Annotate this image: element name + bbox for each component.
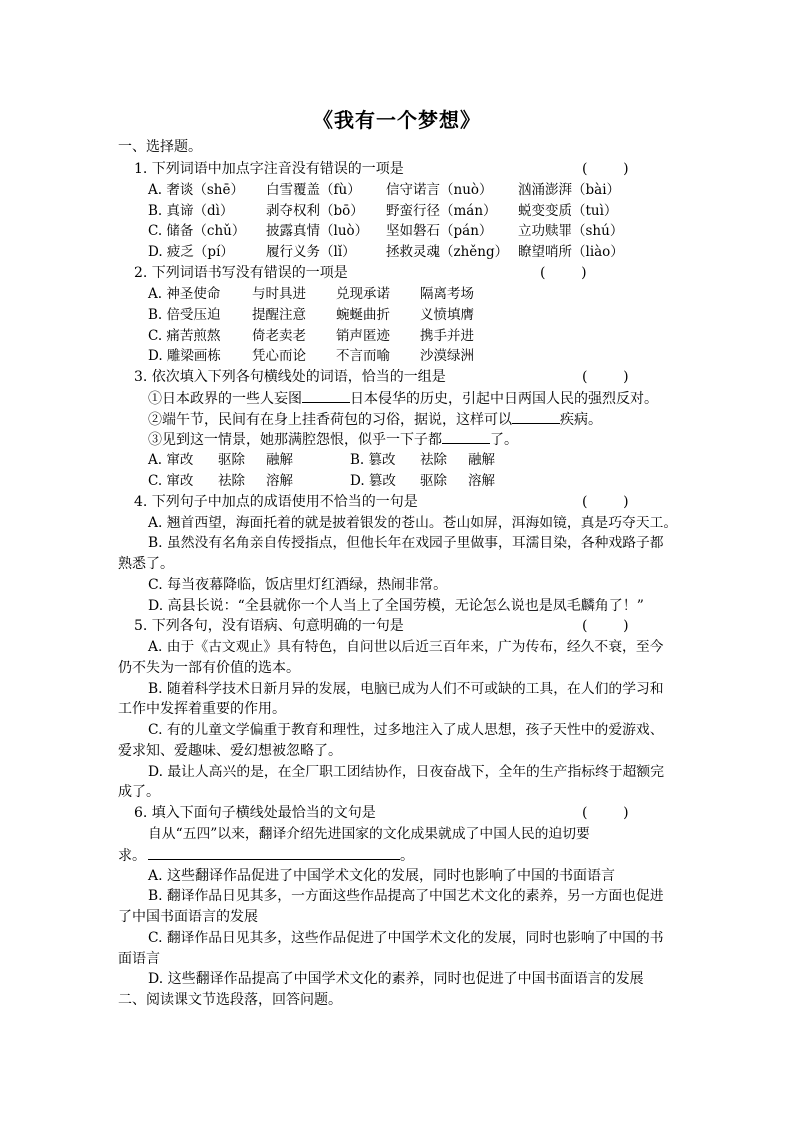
q3-sentence-3 <box>148 429 518 450</box>
q3-stem: 3. 依次填入下列各句横线处的词语，恰当的一组是 <box>134 369 446 385</box>
q3-sentence-3-end: 了。 <box>490 432 518 448</box>
q3-sentence-2-end: 疾病。 <box>560 412 602 428</box>
q3-option-a-1: A. 窜改 <box>148 452 194 468</box>
q4-option-b-line-2: 熟悉了。 <box>118 556 174 572</box>
q4-answer-paren: ( ) <box>582 494 629 510</box>
q3-option-d-3: 溶解 <box>468 473 495 489</box>
q4-option-b-line-1: B. 虽然没有名角亲自传授指点，但他长年在戏园子里做事，耳濡目染，各种戏路子都 <box>148 535 664 551</box>
q1-option-c-1: C. 储备（chǔ） <box>148 223 246 239</box>
q1-option-d-4: 瞭望哨所（liào） <box>518 244 624 260</box>
q2-option-c-2: 倚老卖老 <box>252 328 306 344</box>
q6-blank <box>148 845 400 860</box>
page-title: 《我有一个梦想》 <box>313 108 481 132</box>
q4-option-c: C. 每当夜幕降临，饭店里灯红酒绿，热闹非常。 <box>148 577 448 593</box>
q2-option-b-1: B. 倍受压迫 <box>148 307 221 323</box>
q2-option-d-1: D. 雕梁画栋 <box>148 348 221 364</box>
q3-answer-paren: ( ) <box>582 369 629 385</box>
q3-option-b-1: B. 篡改 <box>350 452 396 468</box>
q1-option-b-3: 野蛮行径（mán） <box>386 203 497 219</box>
q1-option-b-4: 蜕变变质（tuì） <box>518 203 618 219</box>
q4-stem: 4. 下列句子中加点的成语使用不恰当的一句是 <box>134 494 418 510</box>
q2-option-c-4: 携手并进 <box>420 328 474 344</box>
q4-option-a: A. 翘首西望，海面托着的就是披着银发的苍山。苍山如屏，洱海如镜，真是巧夺天工。 <box>148 515 678 531</box>
q5-stem: 5. 下列各句，没有语病、句意明确的一句是 <box>134 618 404 634</box>
q3-option-a-2: 驱除 <box>218 452 245 468</box>
q6-stem: 6. 填入下面句子横线处最恰当的文句是 <box>134 805 376 821</box>
q2-answer-paren: ( ) <box>540 265 587 281</box>
q2-option-c-1: C. 痛苦煎熬 <box>148 328 221 344</box>
q1-option-c-3: 坚如磐石（pán） <box>386 223 493 239</box>
q6-answer-paren: ( ) <box>582 805 629 821</box>
q1-option-d-2: 履行义务（lǐ） <box>266 244 356 260</box>
q5-answer-paren: ( ) <box>582 618 629 634</box>
q3-blank-3 <box>442 429 490 444</box>
q1-option-c-4: 立功赎罪（shú） <box>518 223 624 239</box>
q3-sentence-1-end: 日本侵华的历史，引起中日两国人民的强烈反对。 <box>350 391 658 407</box>
q1-answer-paren: ( ) <box>582 161 629 177</box>
q5-option-c-line-2: 爱求知、爱趣味、爱幻想被忽略了。 <box>118 743 342 759</box>
q6-passage-end: 。 <box>400 848 414 864</box>
q3-sentence-2-start: ②端午节，民间有在身上挂香荷包的习俗，据说，这样可以 <box>148 412 512 428</box>
q1-option-a-2: 白雪覆盖（fù） <box>266 182 361 198</box>
q5-option-d-line-2: 成了。 <box>118 784 160 800</box>
q2-option-d-2: 凭心而论 <box>252 348 306 364</box>
q1-option-a-1: A. 奢谈（shē） <box>148 182 244 198</box>
q3-sentence-1-start: ①日本政界的一些人妄图 <box>148 391 302 407</box>
q6-option-a: A. 这些翻译作品促进了中国学术文化的发展，同时也影响了中国的书面语言 <box>148 868 616 884</box>
q1-option-c-2: 披露真情（luò） <box>266 223 369 239</box>
q5-option-a-line-2: 仍不失为一部有价值的选本。 <box>118 660 300 676</box>
q2-option-b-4: 义愤填膺 <box>420 307 474 323</box>
q3-option-a-3: 融解 <box>266 452 293 468</box>
q3-blank-2 <box>512 409 560 424</box>
q6-option-d: D. 这些翻译作品提高了中国学术文化的素养，同时也促进了中国书面语言的发展 <box>148 971 644 987</box>
q3-blank-1 <box>302 388 350 403</box>
q5-option-b-line-1: B. 随着科学技术日新月异的发展，电脑已成为人们不可或缺的工具，在人们的学习和 <box>148 681 664 697</box>
q3-sentence-3-start: ③见到这一情景，她那满腔怨恨，似乎一下子都 <box>148 432 442 448</box>
q5-option-d-line-1: D. 最让人高兴的是，在全厂职工团结协作，日夜奋战下，全年的生产指标终于超额完 <box>148 764 665 780</box>
q1-option-d-1: D. 疲乏（pí） <box>148 244 234 260</box>
q1-option-a-3: 信守诺言（nuò） <box>386 182 493 198</box>
q6-passage-line-1: 自从“五四”以来，翻译介绍先进国家的文化成果就成了中国人民的迫切要 <box>148 826 590 842</box>
q2-stem: 2. 下列词语书写没有错误的一项是 <box>134 265 348 281</box>
q1-stem: 1. 下列词语中加点字注音没有错误的一项是 <box>134 161 404 177</box>
q6-option-c-line-1: C. 翻译作品日见其多，这些作品促进了中国学术文化的发展，同时也影响了中国的书 <box>148 930 664 946</box>
q3-option-b-3: 融解 <box>468 452 495 468</box>
q2-option-a-3: 兑现承诺 <box>336 286 390 302</box>
q5-option-a-line-1: A. 由于《古文观止》具有特色，自问世以后近三百年来，广为传布，经久不衰，至今 <box>148 639 664 655</box>
q2-option-d-3: 不言而喻 <box>336 348 390 364</box>
q2-option-b-3: 蜿蜒曲折 <box>336 307 390 323</box>
q4-option-d: D. 高县长说：“全县就你一个人当上了全国劳模，无论怎么说也是凤毛麟角了！” <box>148 598 644 614</box>
q6-option-b-line-1: B. 翻译作品日见其多，一方面这些作品提高了中国艺术文化的素养，另一方面也促进 <box>148 888 664 904</box>
q3-option-c-2: 祛除 <box>218 473 245 489</box>
section-heading-1: 一、选择题。 <box>118 139 202 155</box>
q3-sentence-1 <box>148 388 658 409</box>
q6-passage-start: 求。 <box>118 848 146 864</box>
q2-option-d-4: 沙漠绿洲 <box>420 348 474 364</box>
q6-option-b-line-2: 了中国书面语言的发展 <box>118 909 258 925</box>
q5-option-b-line-2: 工作中发挥着重要的作用。 <box>118 701 286 717</box>
q1-option-b-2: 剥夺权利（bō） <box>266 203 364 219</box>
q3-option-c-3: 溶解 <box>266 473 293 489</box>
q2-option-a-1: A. 神圣使命 <box>148 286 221 302</box>
q1-option-b-1: B. 真谛（dì） <box>148 203 234 219</box>
q6-passage-line-2 <box>118 845 414 866</box>
q2-option-a-4: 隔离考场 <box>420 286 474 302</box>
q3-option-c-1: C. 窜改 <box>148 473 194 489</box>
q6-option-c-line-2: 面语言 <box>118 951 160 967</box>
q3-option-b-2: 祛除 <box>420 452 447 468</box>
q3-option-d-2: 驱除 <box>420 473 447 489</box>
q3-sentence-2 <box>148 409 602 430</box>
q1-option-d-3: 拯救灵魂（zhěng） <box>386 244 509 260</box>
section-heading-2: 二、阅读课文节选段落，回答问题。 <box>118 992 342 1008</box>
q2-option-c-3: 销声匿迹 <box>336 328 390 344</box>
q1-option-a-4: 汹涌澎湃（bài） <box>518 182 621 198</box>
q2-option-b-2: 提醒注意 <box>252 307 306 323</box>
q3-option-d-1: D. 篡改 <box>350 473 396 489</box>
q5-option-c-line-1: C. 有的儿童文学偏重于教育和理性，过多地注入了成人思想，孩子天性中的爱游戏、 <box>148 722 664 738</box>
q2-option-a-2: 与时具进 <box>252 286 306 302</box>
